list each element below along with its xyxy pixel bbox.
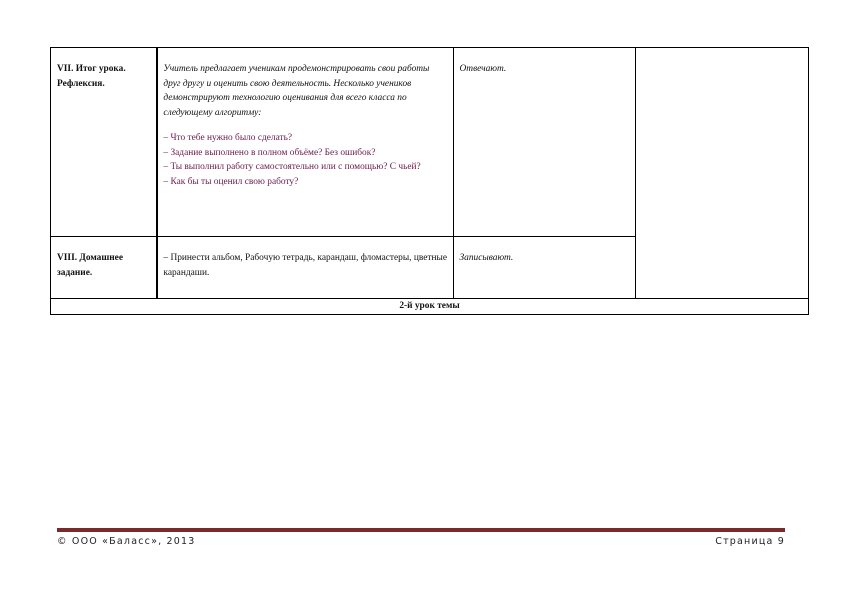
footer-copyright: © ООО «Баласс», 2013 — [57, 536, 196, 547]
teacher-intro-text: Учитель предлагает ученикам продемонстрировать свои работы друг другу и оценить свою деятельность. Несколько учеников демонстрируют технологию оценивания для всего класса по следующему алгоритму: — [163, 64, 430, 118]
question-item: – Задание выполнено в полном объёме? Без ошибок? — [163, 147, 376, 158]
student-activity-cell — [453, 48, 636, 237]
stage-title: VII. Итог урока. Рефлексия. — [57, 64, 126, 89]
teacher-activity-cell — [157, 48, 453, 237]
footer-page-number: Страница 9 — [715, 536, 785, 547]
question-item: – Как бы ты оценил свою работу? — [163, 176, 299, 187]
stage-title: VIII. Домашнее задание. — [57, 253, 124, 278]
stage-cell — [51, 48, 158, 237]
teacher-activity-cell — [157, 237, 453, 299]
student-activity-cell — [453, 237, 636, 299]
footer-rule — [57, 528, 785, 532]
question-item: – Ты выполнил работу самостоятельно или с помощью? С чьей? — [163, 162, 421, 172]
stage-cell — [51, 237, 158, 299]
notes-cell — [636, 48, 809, 299]
teacher-activity-text: – Принести альбом, Рабочую тетрадь, карандаш, фломастеры, цветные карандаши. — [163, 253, 447, 278]
question-item: – Что тебе нужно было сделать? — [163, 133, 293, 143]
table-row — [51, 299, 809, 315]
lesson-table — [50, 47, 809, 315]
next-lesson-label: 2-й урок темы — [51, 299, 809, 315]
student-activity-text: Записывают. — [459, 253, 514, 263]
student-activity-text: Отвечают. — [459, 64, 507, 74]
table-row — [51, 48, 809, 237]
